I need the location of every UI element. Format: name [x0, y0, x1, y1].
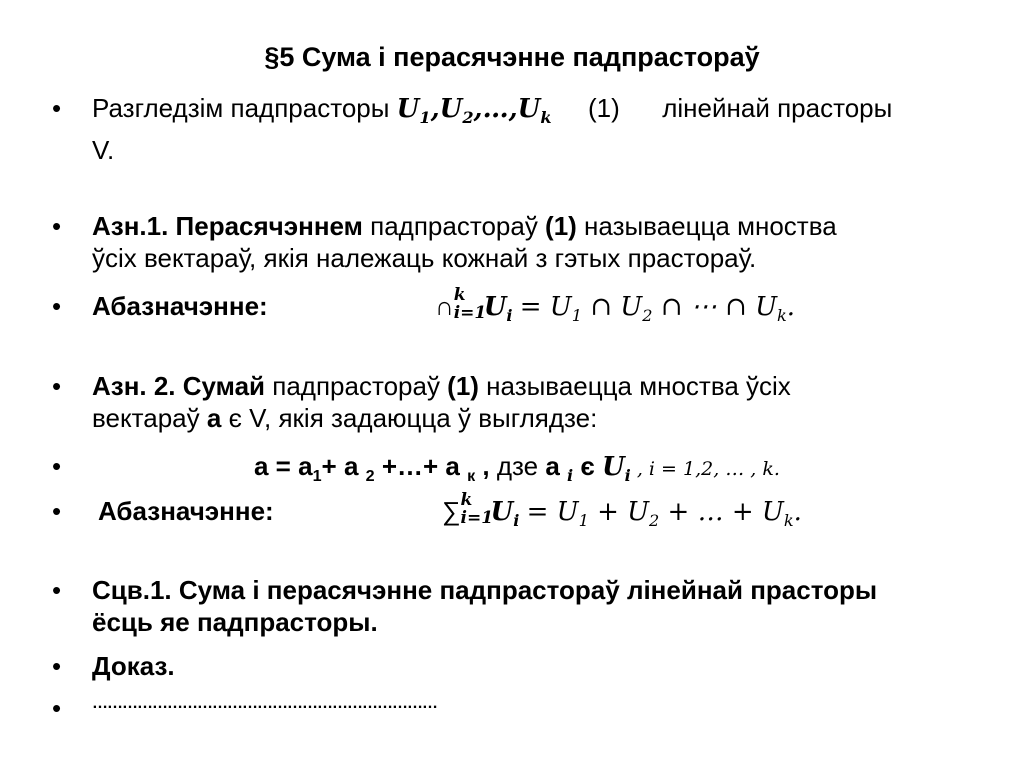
item-text: вектараў — [92, 403, 207, 433]
item-text: , якія задаюцца ў выглядзе: — [264, 403, 598, 433]
list-item-subspaces — [92, 92, 972, 166]
intersection-operator: ∩ — [435, 291, 454, 321]
item-text: Разгледзім падпрасторы — [92, 93, 397, 123]
list-item-sum-notation — [92, 490, 972, 531]
item-text: ўсіх вектараў, якія належаць кожнай з гэтых прастораў. — [92, 243, 757, 273]
math-comma: , — [430, 94, 440, 124]
list-item-statement — [92, 574, 972, 638]
math-u2: $U_2$ — [439, 94, 474, 128]
operator-limits: k i=1 — [453, 285, 487, 324]
bullet: • — [52, 451, 62, 481]
math-dots: ,…, — [473, 94, 518, 124]
intersection-formula — [435, 285, 796, 332]
definition-label: Азн.1. — [92, 211, 169, 241]
math-uk: $U_k$ — [517, 94, 552, 128]
item-text: падпрастораў — [362, 211, 546, 241]
equation-number: (1) — [545, 211, 577, 241]
sum-operator: ∑ — [442, 496, 461, 526]
item-text: называецца мноства — [576, 211, 837, 241]
bullet: • — [52, 693, 62, 723]
math-rhs: = $U_1 + U_2$ + … + $U_k$. — [526, 497, 802, 531]
statement-line: Сцв.1. Сума і перасячэнне падпрастораў лінейнай прасторы — [92, 575, 878, 605]
definition-label: Азн. 2. — [92, 371, 176, 401]
bullet: • — [52, 496, 62, 526]
statement-line: ёсць яе падпрасторы. — [92, 607, 378, 637]
notation-label: Абазначэнне: — [92, 291, 268, 321]
bullet: • — [52, 371, 62, 401]
definition-term: Сумай — [182, 371, 266, 401]
math-v: V — [249, 403, 265, 433]
operator-limits: k i=1 — [460, 490, 494, 529]
math-a: a — [206, 403, 222, 433]
item-text: лінейнай прасторы — [662, 93, 893, 123]
bullet: • — [52, 211, 62, 241]
list-item-definition-sum — [92, 370, 972, 434]
notation-label: Абазначэнне: — [98, 496, 274, 526]
math-ui: $U_i$ — [490, 497, 520, 531]
item-text: V. — [92, 135, 115, 166]
list-item-intersection-notation — [92, 285, 972, 326]
bullet: • — [52, 93, 62, 123]
slide-title: §5 Сума і перасячэнне падпрастораў — [264, 42, 760, 72]
math-rhs: = $U_1$ ∩ $U_2$ ∩ ⋯ ∩ $U_k$. — [519, 292, 796, 326]
sum-expression: $a = a_1+ a$ $_2$ +…+ a $_к$ , дзе a $_i$ є $U_i$ , i = 1,2, … , k. — [254, 451, 780, 486]
list-item-proof: Доказ. — [92, 651, 175, 681]
sum-formula — [442, 490, 802, 537]
math-ui: $U_i$ — [483, 292, 513, 326]
list-item-definition-intersection — [92, 210, 972, 274]
bullet: • — [52, 291, 62, 321]
bullet: • — [52, 651, 62, 681]
equation-number: (1) — [447, 371, 479, 401]
bullet: • — [52, 575, 62, 605]
definition-term: Перасячэннем — [175, 211, 363, 241]
equation-number: (1) — [587, 93, 620, 123]
math-in: є — [221, 403, 250, 433]
math-u1: $U_1$ — [396, 94, 431, 128]
item-text: называецца мноства ўсіх — [478, 371, 791, 401]
list-item-ellipsis: …………………………………………………………… — [92, 695, 437, 712]
item-text: падпрастораў — [265, 371, 448, 401]
